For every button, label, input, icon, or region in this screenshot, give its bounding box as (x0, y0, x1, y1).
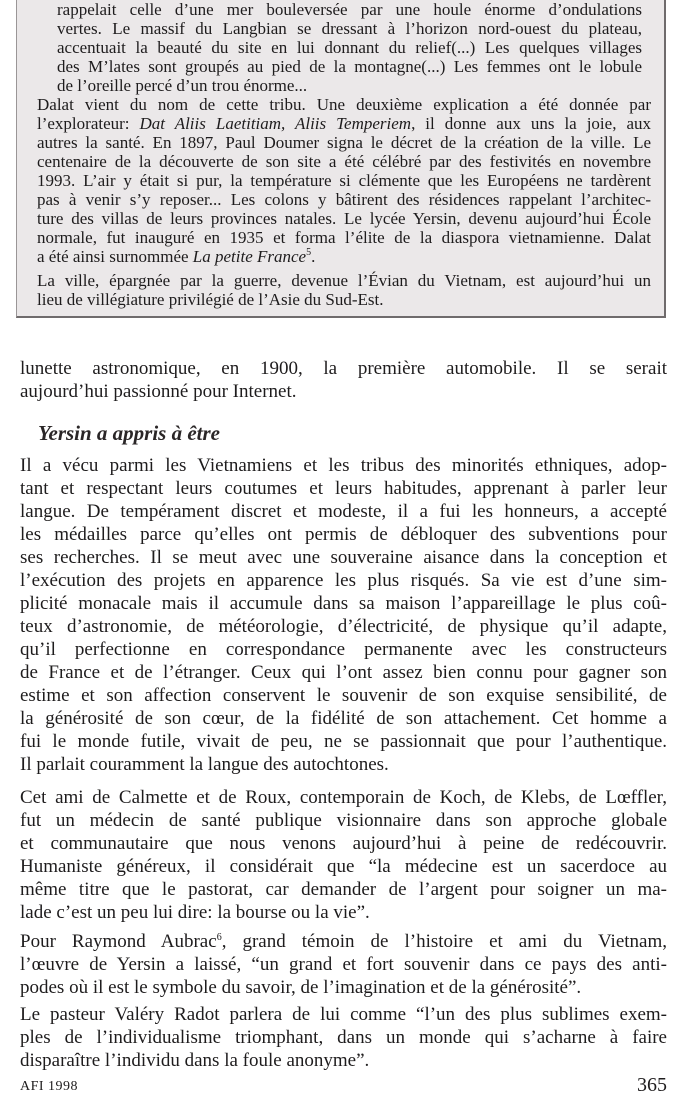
text-line: qu’il perfectionne en correspondance permanente avec les constructeurs (20, 639, 667, 660)
text-line: lunette astronomique, en 1900, la première automobile. Il se serait (20, 358, 667, 379)
text-line: l’œuvre de Yersin a laissé, “un grand et fort souvenir dans ce pays des anti- (20, 954, 667, 975)
text-line: autres la santé. En 1897, Paul Doumer signa le décret de la création de la ville. Le (37, 133, 651, 152)
box-paragraph (37, 271, 651, 309)
text-line: l’exécution des projets en apparence les plus risqués. Sa vie est d’une sim- (20, 570, 667, 591)
text-line: centenaire de la découverte de son site a été célébré par des festivités en novembre (37, 152, 651, 171)
sidebar-box (16, 0, 666, 318)
text-line: normale, fut inauguré en 1935 et forma l’élite de la diaspora vietnamienne. Dalat (37, 228, 651, 247)
box-paragraph (37, 95, 651, 266)
section-heading: Yersin a appris à être (38, 421, 221, 445)
paragraph (20, 1003, 667, 1072)
text-line: La ville, épargnée par la guerre, devenue l’Évian du Vietnam, est aujourd’hui un (37, 271, 651, 290)
text-line: teux d’astronomie, de météorologie, d’électricité, de physique qu’il adapte, (20, 616, 667, 637)
text-line (20, 930, 667, 953)
paragraph (20, 357, 667, 403)
text-line: vertes. Le massif du Langbian se dressant à l’horizon nord-ouest du plateau, (57, 19, 642, 38)
text-line: fut un médecin de santé publique visionnaire dans son approche globale (20, 810, 667, 831)
text-line: ples de l’individualisme triomphant, dans un monde qui s’acharne à faire (20, 1027, 667, 1048)
text-line: la générosité de son cœur, de la fidélité de son attachement. Cet homme a (20, 708, 667, 729)
text-line: plicité monacale mais il accumule dans sa maison l’appareillage le plus coû- (20, 593, 667, 614)
text-line: rappelait celle d’une mer bouleversée par une houle énorme d’ondulations (57, 0, 642, 19)
paragraph (20, 930, 667, 999)
text-line: ture des villas de leurs provinces natales. Le lycée Yersin, devenu aujourd’hui École (37, 209, 651, 228)
text-line: aujourd’hui passionné pour Internet. (20, 381, 297, 402)
text-line: langue. De tempérament discret et modeste, il a fui les honneurs, a accepté (20, 501, 667, 522)
text-line: lieu de villégiature privilégié de l’Asie du Sud-Est. (37, 290, 384, 309)
text-line: pas à venir s’y reposer... Les colons y bâtirent des résidences rappelant l’architec- (37, 190, 651, 209)
paragraph (20, 454, 667, 776)
text-line: même titre que le pastorat, car demander de l’argent pour soigner un ma- (20, 879, 667, 900)
text-segment: l’explorateur: (37, 114, 140, 133)
text-line (37, 247, 651, 266)
text-line: et communautaire que nous venons aujourd’hui à peine de redécouvrir. (20, 833, 667, 854)
text-line: Dalat vient du nom de cette tribu. Une deuxième explication a été donnée par (37, 95, 651, 114)
italic-text: Dat Aliis Laetitiam, Aliis Temperiem (139, 114, 412, 133)
text-line: Il parlait couramment la langue des autochtones. (20, 754, 389, 775)
text-line: lade c’est un peu lui dire: la bourse ou la vie”. (20, 902, 370, 923)
italic-text: La petite France (192, 247, 307, 266)
text-line: les médailles parce qu’elles ont permis de débloquer des subventions pour (20, 524, 667, 545)
footnote-ref: 5 (306, 247, 312, 258)
text-line: Humaniste généreux, il considérait que “la médecine est un sacerdoce au (20, 856, 667, 877)
text-line: podes où il est le symbole du savoir, de l’imagination et de la générosité”. (20, 977, 582, 998)
text-segment: a été ainsi surnommée (37, 247, 193, 266)
text-line: de l’oreille percé d’un trou énorme... (57, 76, 308, 95)
text-line: fui le monde futile, vivait de peu, ne se passionnait que pour l’authentique. (20, 731, 667, 752)
text-segment: , il donne aux uns la joie, aux (411, 114, 651, 133)
text-line: ses recherches. Il se meut avec une souveraine aisance dans la conception et (20, 547, 667, 568)
text-line: de France et de l’étranger. Ceux qui l’ont assez bien connu pour gagner son (20, 662, 667, 683)
text-segment: Pour Raymond Aubrac (20, 931, 217, 952)
text-line (37, 114, 651, 133)
text-line: accentuait la beauté du site en lui donnant du relief(...) Les quelques villages (57, 38, 642, 57)
text-line: tant et respectant leurs coutumes et leurs habitudes, apprenant à parler leur (20, 478, 667, 499)
text-line: Le pasteur Valéry Radot parlera de lui comme “l’un des plus sublimes exem- (20, 1004, 667, 1025)
page-number: 365 (637, 1074, 667, 1096)
footer-journal: AFI 1998 (20, 1079, 79, 1094)
text-line: Il a vécu parmi les Vietnamiens et les tribus des minorités ethniques, adop- (20, 455, 667, 476)
text-segment: . (311, 247, 316, 266)
footnote-ref: 6 (216, 932, 222, 943)
text-line: 1993. L’air y était si pur, la température si clémente que les Européens ne tardèrent (37, 171, 651, 190)
text-line: disparaître l’individu dans la foule anonyme”. (20, 1050, 370, 1071)
text-segment: , grand témoin de l’histoire et ami du Vietnam, (221, 931, 668, 952)
text-line: Cet ami de Calmette et de Roux, contemporain de Koch, de Klebs, de Lœffler, (20, 787, 667, 808)
paragraph (20, 786, 667, 924)
text-line: des M’lates sont groupés au pied de la montagne(...) Les femmes ont le lobule (57, 57, 642, 76)
quotation (57, 0, 642, 95)
text-line: estime et son affection conservent le souvenir de son exquise sensibilité, de (20, 685, 667, 706)
